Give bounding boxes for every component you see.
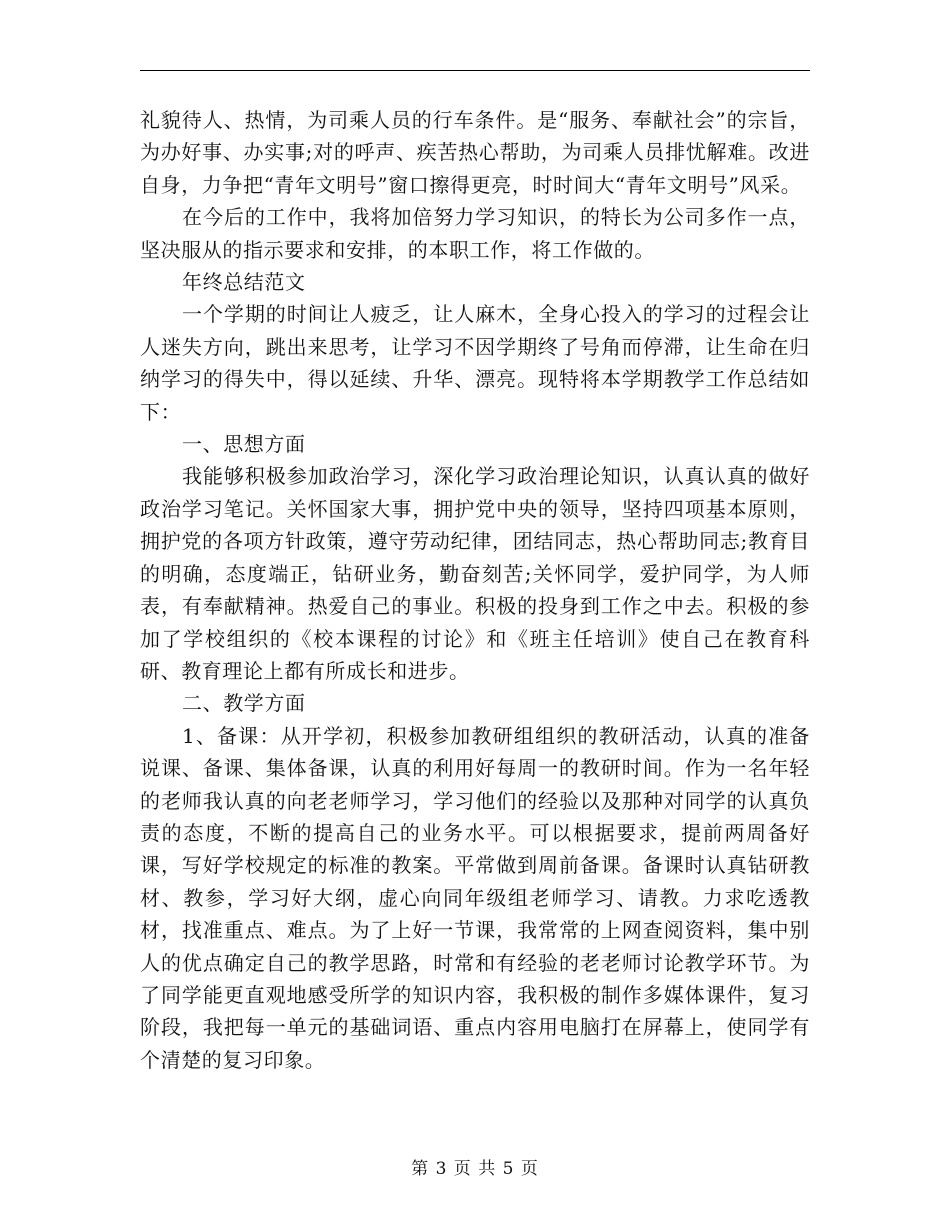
section-title-year-end-summary: 年终总结范文 [182,270,306,295]
heading-ideology: 一、思想方面 [182,432,306,457]
header-rule [140,70,810,71]
heading-teaching: 二、教学方面 [182,691,306,716]
paragraph-intro: 一个学期的时间让人疲乏，让人麻木，全身心投入的学习的过程会让人迷失方向，跳出来思考，让学习不因学期终了号角而停滞，让生命在归纳学习的得失中，得以延续、升华、漂亮。现特将本学期教学工作总结如下： [140,302,810,424]
paragraph-lesson-prep: 1、备课：从开学初，积极参加教研组组织的教研活动，认真的准备说课、备课、集体备课，认真的利用好每周一的教研时间。作为一名年轻的老师我认真的向老老师学习，学习他们的经验以及那种对同学的认真负责的态度，不断的提高自己的业务水平。可以根据要求，提前两周备好课，写好学校规定的标准的教案。平常做到周前备课。备课时认真钻研教材、教参，学习好大纲，虚心向同年级组老师学习、请教。力求吃透教材，找准重点、难点。为了上好一节课，我常常的上网查阅资料，集中别人的优点确定自己的教学思路，时常和有经验的老老师讨论教学环节。为了同学能更直观地感受所学的知识内容，我积极的制作多媒体课件，复习阶段，我把每一单元的基础词语、重点内容用电脑打在屏幕上，使同学有个清楚的复习印象。 [140,723,810,1072]
page-number: 第 3 页 共 5 页 [411,1159,539,1179]
paragraph-ideology: 我能够积极参加政治学习，深化学习政治理论知识，认真认真的做好政治学习笔记。关怀国家大事，拥护党中央的领导，坚持四项基本原则，拥护党的各项方针政策，遵守劳动纪律，团结同志，热心帮助同志;教育目的明确，态度端正，钻研业务，勤奋刻苦;关怀同学，爱护同学，为人师表，有奉献精神。热爱自己的事业。积极的投身到工作之中去。积极的参加了学校组织的《校本课程的讨论》和《班主任培训》使自己在教育科研、教育理论上都有所成长和进步。 [140,464,810,683]
paragraph-1: 礼貌待人、热情，为司乘人员的行车条件。是“服务、奉献社会”的宗旨，为办好事、办实事;对的呼声、疾苦热心帮助，为司乘人员排忧解难。改进自身，力争把“青年文明号”窗口擦得更亮，时时间大“青年文明号”风采。 [140,108,810,197]
document-body [140,104,810,1076]
paragraph-2: 在今后的工作中，我将加倍努力学习知识，的特长为公司多作一点，坚决服从的指示要求和安排，的本职工作，将工作做的。 [140,205,810,262]
